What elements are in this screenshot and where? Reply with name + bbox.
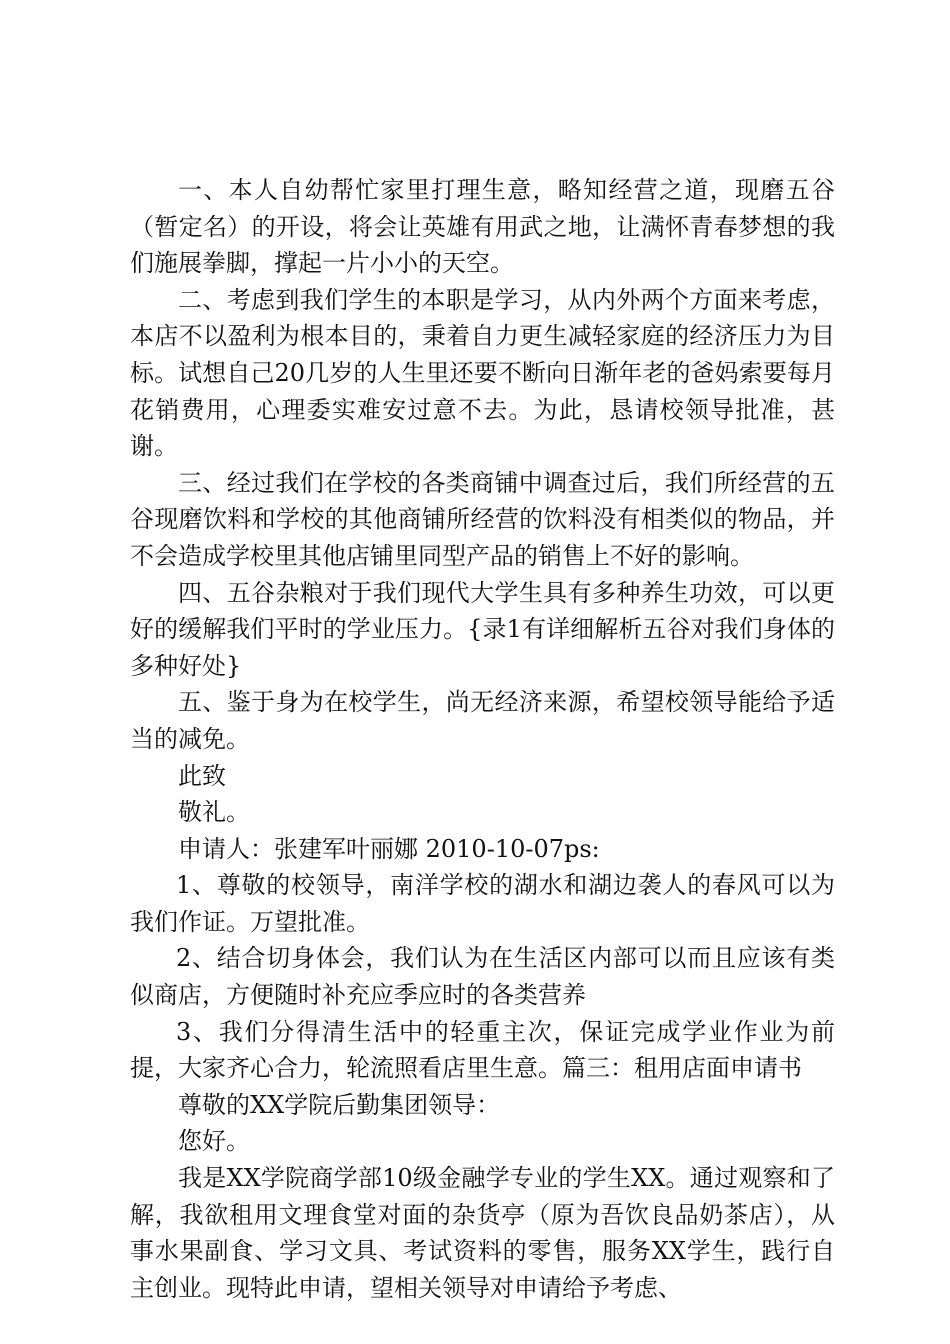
paragraph-2: 二、考虑到我们学生的本职是学习，从内外两个方面来考虑，本店不以盈利为根本目的，秉着自力更生减轻家庭的经济压力为目标。试想自己20几岁的人生里还要不断向日渐年老的爸妈索要每月花销费用，心理委实难安过意不去。为此，恳请校领导批准，甚谢。 <box>130 285 835 461</box>
paragraph-3: 三、经过我们在学校的各类商铺中调查过后，我们所经营的五谷现磨饮料和学校的其他商铺所经营的饮料没有相类似的物品，并不会造成学校里其他店铺里同型产品的销售上不好的影响。 <box>130 468 835 570</box>
paragraph-1: 一、本人自幼帮忙家里打理生意，略知经营之道，现磨五谷（暂定名）的开设，将会让英雄有用武之地，让满怀青春梦想的我们施展拳脚，撑起一片小小的天空。 <box>130 176 835 278</box>
salutation: 尊敬的XX学院后勤集团领导： <box>178 1090 501 1119</box>
applicant-line: 申请人：张建军叶丽娜 2010-10-07ps: <box>178 834 600 863</box>
ps-item-3: 3、我们分得清生活中的轻重主次，保证完成学业作业为前提，大家齐心合力，轮流照看店里生意。篇三：租用店面申请书 <box>130 1017 835 1083</box>
body-paragraph: 我是XX学院商学部10级金融学专业的学生XX。通过观察和了解，我欲租用文理食堂对面的杂货亭（原为吾饮良品奶茶店），从事水果副食、学习文具、考试资料的零售，服务XX学生，践行自主创业。现特此申请，望相关领导对申请给予考虑、 <box>130 1164 835 1302</box>
paragraph-5: 五、鉴于身为在校学生，尚无经济来源，希望校领导能给予适当的减免。 <box>130 688 835 753</box>
document-page <box>130 172 835 1306</box>
closing-ci-zhi: 此致 <box>178 761 226 790</box>
closing-jing-li: 敬礼。 <box>178 798 250 827</box>
ps-item-1: 1、尊敬的校领导，南洋学校的湖水和湖边袭人的春风可以为我们作证。万望批准。 <box>130 871 835 936</box>
paragraph-4: 四、五谷杂粮对于我们现代大学生具有多种养生功效，可以更好的缓解我们平时的学业压力。{录1有详细解析五谷对我们身体的多种好处} <box>130 578 835 680</box>
greeting: 您好。 <box>178 1127 250 1156</box>
ps-item-2: 2、结合切身体会，我们认为在生活区内部可以而且应该有类似商店，方便随时补充应季应时的各类营养 <box>130 944 835 1010</box>
